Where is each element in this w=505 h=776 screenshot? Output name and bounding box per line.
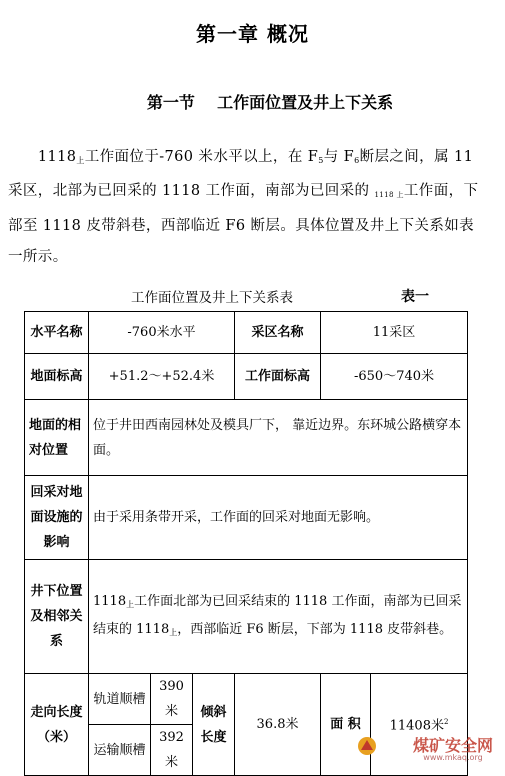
- district-name-value: 11采区: [321, 312, 468, 354]
- track-gateway-label: 轨道顺槽: [89, 674, 151, 725]
- watermark-text: 煤矿安全网: [412, 736, 493, 755]
- table-row: [25, 312, 468, 354]
- level-name-label: 水平名称: [25, 312, 89, 354]
- district-name-label: 采区名称: [235, 312, 321, 354]
- para-text-2: 工作面位于-760 米水平以上，在 F: [84, 149, 319, 165]
- position-relation-table: [24, 311, 468, 776]
- watermark-url: www.mkaq.org: [423, 753, 483, 762]
- table-caption: 工作面位置及井上下关系表: [131, 290, 293, 306]
- para-text-1: 1118: [37, 149, 77, 165]
- strike-length-label: 走向长度（米）: [25, 674, 89, 776]
- transport-gateway-label: 运输顺槽: [89, 725, 151, 776]
- underground-subscript-1: 上: [126, 599, 135, 609]
- table-row: [25, 560, 468, 674]
- surface-impact-label: 回采对地面设施的影响: [25, 476, 89, 560]
- para-subscript-1: 上: [76, 156, 85, 165]
- para-text-5: 工作面，下部至 1118 皮带斜巷，西部临近 F6 断层。具体位置及井上下关系如表一所示。: [8, 183, 479, 265]
- underground-position-label: 井下位置及相邻关系: [25, 560, 89, 674]
- underground-position-text: [89, 560, 468, 674]
- underground-text-3: ，西部临近 F6 断层，下部为 1118 皮带斜巷。: [177, 621, 453, 637]
- transport-gateway-value: 392米: [151, 725, 193, 776]
- para-text-3: 与 F: [323, 149, 355, 165]
- level-name-value: -760米水平: [89, 312, 235, 354]
- underground-subscript-2: 上: [169, 627, 178, 637]
- watermark: [413, 733, 493, 762]
- para-text-4: 断层之间，属 11 采区，北部为已回采的 1118 工作面，南部为已回采的: [8, 149, 474, 199]
- area-superscript: 2: [443, 718, 449, 727]
- surface-impact-text: 由于采用条带开采，工作面的回采对地面无影响。: [89, 476, 468, 560]
- table-row: [25, 674, 468, 725]
- table-row: [25, 354, 468, 400]
- track-gateway-value: 390米: [151, 674, 193, 725]
- table-row: [25, 400, 468, 476]
- table-row: [25, 476, 468, 560]
- para-subscript-4: 1118 上: [374, 191, 404, 199]
- area-value: 11408米: [389, 718, 444, 734]
- para-subscript-2: 5: [318, 156, 324, 165]
- section-title: 第一节 工作面位置及井上下关系: [146, 93, 394, 112]
- surface-position-text: 位于井田西南园林处及模具厂下， 靠近边界。东环城公路横穿本面。: [89, 400, 468, 476]
- face-elevation-label: 工作面标高: [235, 354, 321, 400]
- intro-paragraph: [8, 142, 488, 273]
- para-subscript-3: 6: [354, 156, 360, 165]
- surface-elevation-label: 地面标高: [25, 354, 89, 400]
- table-number: 表一: [401, 289, 429, 305]
- incline-length-label: 倾斜长度: [193, 674, 235, 776]
- surface-position-label: 地面的相对位置: [25, 400, 89, 476]
- chapter-title: 第一章 概况: [196, 22, 309, 46]
- area-label: 面 积: [321, 674, 371, 776]
- watermark-logo-icon: [357, 736, 377, 756]
- underground-text-2: 工作面北部为已回采结束的 1118 工作面，南部为已回采结束的 1118: [93, 593, 462, 637]
- face-elevation-value: -650～740米: [321, 354, 468, 400]
- incline-length-value: 36.8米: [235, 674, 321, 776]
- surface-elevation-value: +51.2～+52.4米: [89, 354, 235, 400]
- underground-text-1: 1118: [93, 593, 127, 609]
